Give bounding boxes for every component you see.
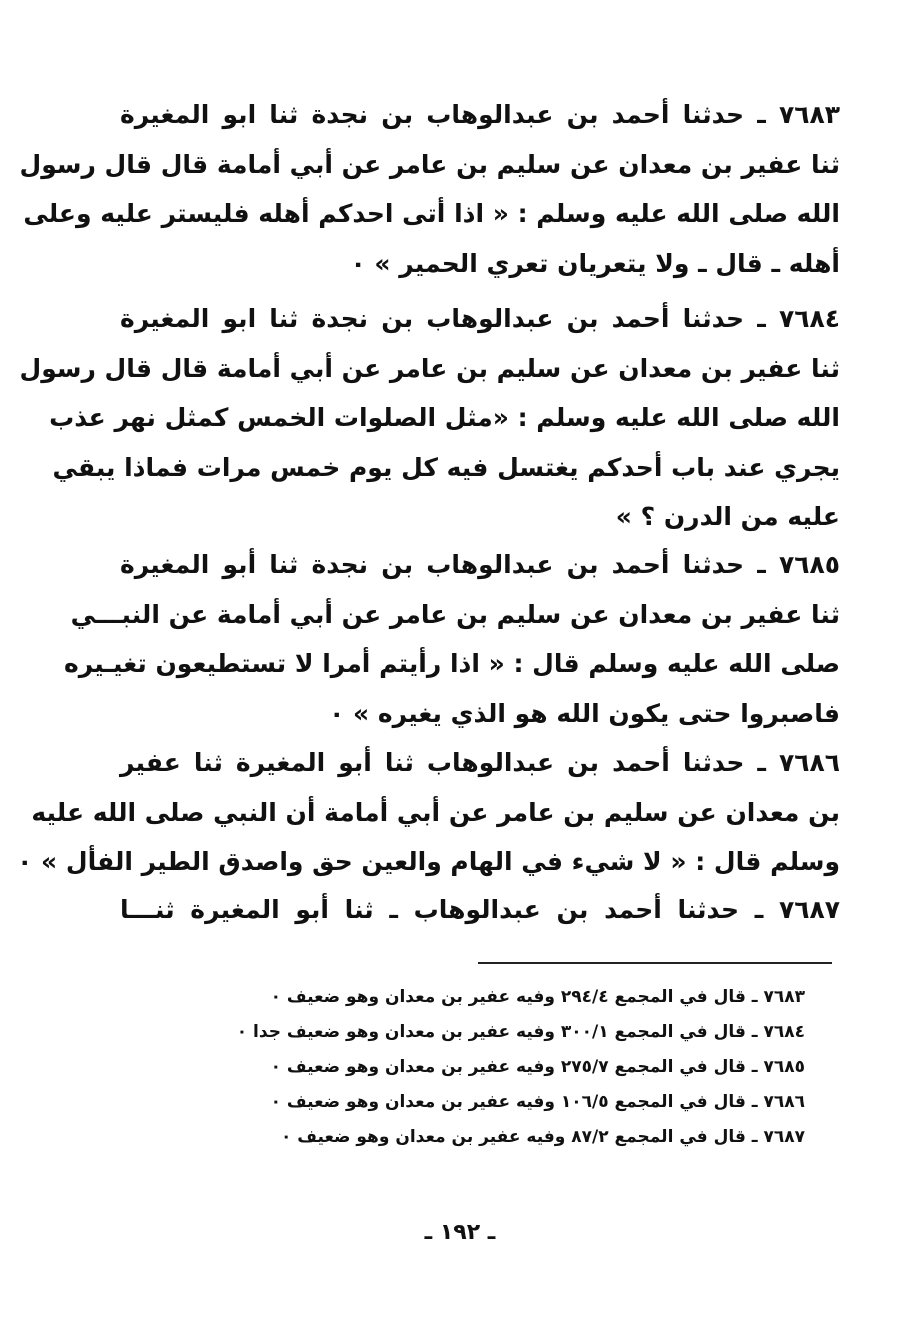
text-line: ثنا عفير بن معدان عن سليم بن عامر عن أبي أمامة قال قال رسول xyxy=(19,149,840,179)
text-line: أهله ـ قال ـ ولا يتعريان تعري الحمير » ٠ xyxy=(350,248,840,278)
footnote-7687: ٧٦٨٧ ـ قال في المجمع ٨٧/٢ وفيه عفير بن معدان وهو ضعيف ٠ xyxy=(280,1127,805,1147)
text-line: بن معدان عن سليم بن عامر عن أبي أمامة أن النبي صلى الله عليه xyxy=(31,797,840,827)
text-line: ٧٦٨٥ ـ حدثنا أحمد بن عبدالوهاب بن نجدة ثنا أبو المغيرة xyxy=(120,550,840,579)
text-line: يجري عند باب أحدكم يغتسل فيه كل يوم خمس مرات فماذا يبقي xyxy=(52,452,840,482)
text-line: ٧٦٨٦ ـ حدثنا أحمد بن عبدالوهاب ثنا أبو المغيرة ثنا عفير xyxy=(120,748,840,777)
footnote-divider xyxy=(478,962,832,964)
text-line: ثنا عفير بن معدان عن سليم بن عامر عن أبي أمامة عن النبـــي xyxy=(70,599,840,629)
text-line: ٧٦٨٧ ـ حدثنا أحمد بن عبدالوهاب ـ ثنا أبو المغيرة ثنـــا xyxy=(120,895,840,924)
text-line: ٧٦٨٣ ـ حدثنا أحمد بن عبدالوهاب بن نجدة ثنا ابو المغيرة xyxy=(120,100,840,129)
text-line: فاصبروا حتى يكون الله هو الذي يغيره » ٠ xyxy=(329,698,840,728)
text-line: ثنا عفير بن معدان عن سليم بن عامر عن أبي أمامة قال قال رسول xyxy=(19,353,840,383)
hadith-7683 xyxy=(19,90,840,288)
footnotes xyxy=(170,980,805,1155)
hadith-7687 xyxy=(120,885,840,935)
text-line: عليه من الدرن ؟ » xyxy=(615,502,840,531)
footnote-7686: ٧٦٨٦ ـ قال في المجمع ١٠٦/٥ وفيه عفير بن معدان وهو ضعيف ٠ xyxy=(270,1092,805,1112)
text-line: الله صلى الله عليه وسلم : «مثل الصلوات الخمس كمثل نهر عذب xyxy=(49,403,840,432)
text-line: ٧٦٨٤ ـ حدثنا أحمد بن عبدالوهاب بن نجدة ثنا ابو المغيرة xyxy=(120,304,840,333)
footnote-7685: ٧٦٨٥ ـ قال في المجمع ٢٧٥/٧ وفيه عفير بن معدان وهو ضعيف ٠ xyxy=(270,1057,805,1077)
footnote-7683: ٧٦٨٣ ـ قال في المجمع ٢٩٤/٤ وفيه عفير بن معدان وهو ضعيف ٠ xyxy=(270,987,805,1007)
text-line: وسلم قال : « لا شيء في الهام والعين حق واصدق الطير الفأل » ٠ xyxy=(17,847,840,876)
page-number: ـ ١٩٢ ـ xyxy=(424,1220,496,1245)
hadith-7684 xyxy=(19,294,840,542)
text-line: صلى الله عليه وسلم قال : « اذا رأيتم أمرا لا تستطيعون تغيـيره xyxy=(64,649,840,678)
hadith-7685 xyxy=(64,540,840,738)
hadith-7686 xyxy=(17,738,840,887)
text-line: الله صلى الله عليه وسلم : « اذا أتى احدكم أهله فليستر عليه وعلى xyxy=(23,199,840,228)
footnote-7684: ٧٦٨٤ ـ قال في المجمع ٣٠٠/١ وفيه عفير بن معدان وهو ضعيف جدا ٠ xyxy=(236,1022,805,1042)
